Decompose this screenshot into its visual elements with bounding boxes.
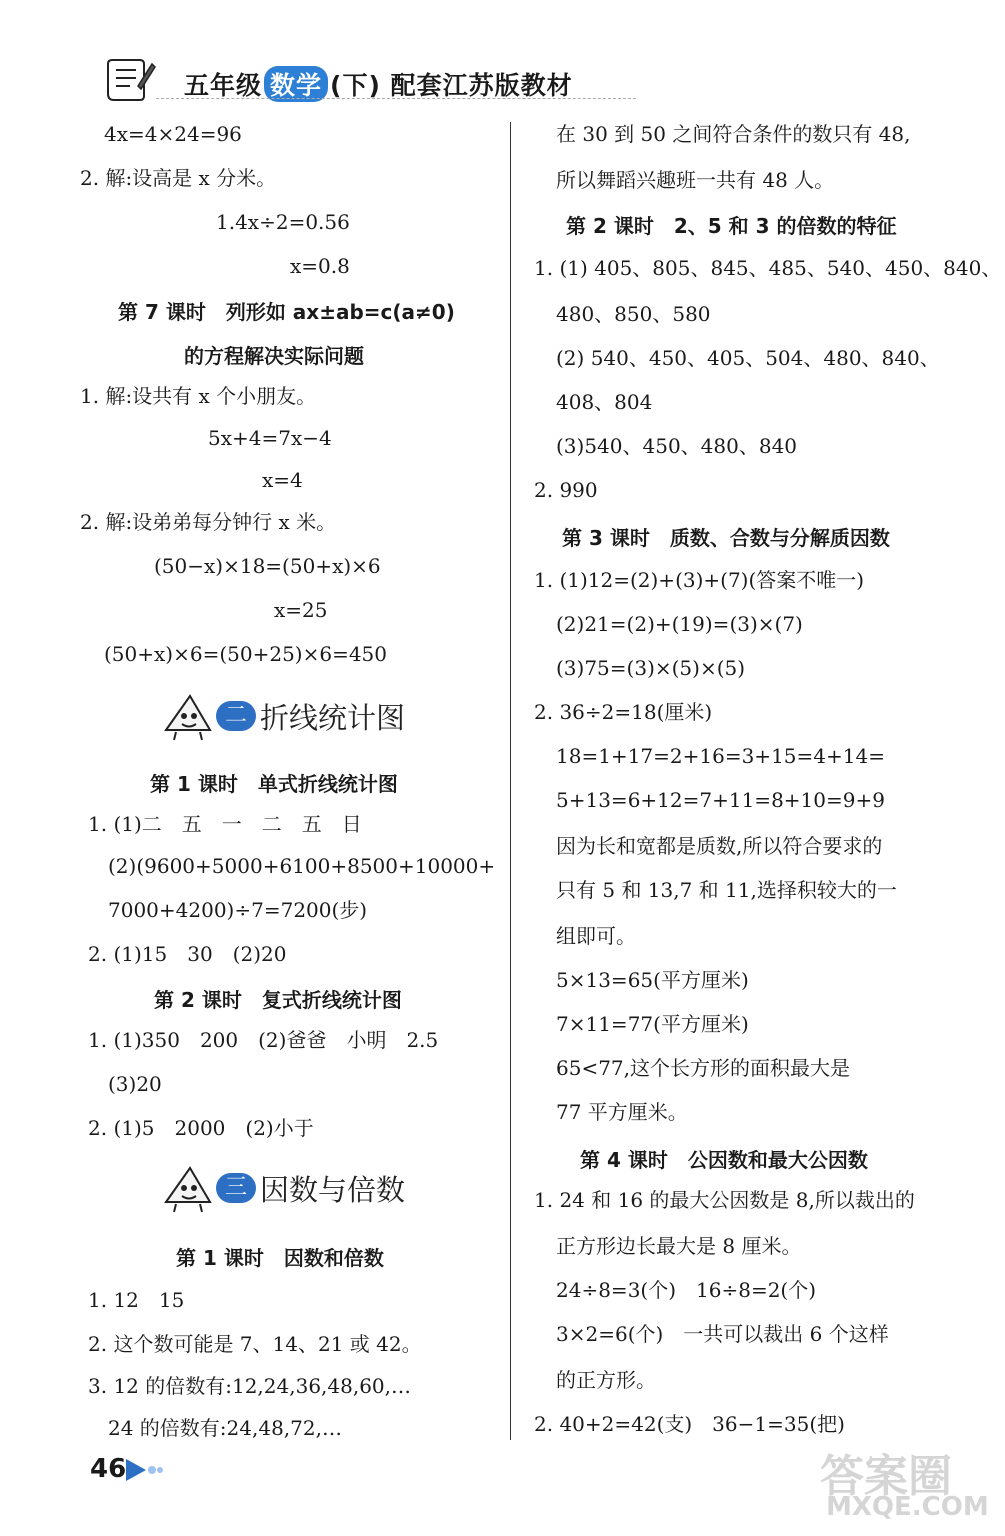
right-line: 2. 40+2=42(支) 36−1=35(把) — [534, 1412, 845, 1436]
left-line: (50−x)×18=(50+x)×6 — [154, 554, 381, 578]
mascot-icon — [160, 1164, 216, 1214]
right-line: 1. (1) 405、805、845、485、540、450、840、 — [534, 256, 1002, 280]
header-edition: 配套江苏版教材 — [390, 71, 573, 100]
right-line: 408、804 — [556, 390, 653, 414]
left-line: 1. 解:设共有 x 个小朋友。 — [80, 384, 317, 408]
right-line: 1. 24 和 16 的最大公因数是 8,所以裁出的 — [534, 1188, 915, 1212]
watermark-logo: 答案圈 — [820, 1451, 952, 1502]
watermark — [820, 1440, 1000, 1530]
right-line: 所以舞蹈兴趣班一共有 48 人。 — [556, 168, 835, 192]
page-number: 46 — [90, 1454, 127, 1484]
lesson-heading: 第 1 课时 单式折线统计图 — [150, 772, 398, 796]
right-line: 2. 990 — [534, 478, 598, 502]
lesson-heading: 第 4 课时 公因数和最大公因数 — [580, 1148, 868, 1172]
header-term: (下) — [330, 71, 381, 100]
header-subject: 数学 — [264, 66, 328, 102]
left-line: 1. (1)350 200 (2)爸爸 小明 2.5 — [88, 1028, 439, 1052]
left-line: 4x=4×24=96 — [104, 122, 242, 146]
left-line: (3)20 — [108, 1072, 162, 1096]
arrow-icon — [124, 1455, 164, 1485]
left-line: 5x+4=7x−4 — [208, 426, 332, 450]
right-line: (2) 540、450、405、504、480、840、 — [556, 346, 940, 370]
right-line: 480、850、580 — [556, 302, 711, 326]
scroll-pen-icon — [100, 56, 156, 104]
right-line: 组即可。 — [556, 924, 636, 948]
left-line: 2. 解:设高是 x 分米。 — [80, 166, 277, 190]
right-line: 65<77,这个长方形的面积最大是 — [556, 1056, 851, 1080]
left-line: 1. (1)二 五 一 二 五 日 — [88, 812, 362, 836]
mascot-icon — [160, 692, 216, 742]
header-rule — [156, 98, 636, 99]
left-line: (2)(9600+5000+6100+8500+10000+ — [108, 854, 496, 878]
lesson-heading: 第 2 课时 复式折线统计图 — [154, 988, 402, 1012]
left-line: 2. (1)5 2000 (2)小于 — [88, 1116, 314, 1140]
left-line: 2. 解:设弟弟每分钟行 x 米。 — [80, 510, 337, 534]
left-line: x=25 — [274, 598, 328, 622]
lesson-heading: 第 2 课时 2、5 和 3 的倍数的特征 — [566, 214, 897, 238]
watermark-url: MXQE.COM — [826, 1492, 989, 1522]
unit-title: 因数与倍数 — [260, 1173, 406, 1207]
left-line: 2. 这个数可能是 7、14、21 或 42。 — [88, 1332, 422, 1356]
right-line: (3)75=(3)×(5)×(5) — [556, 656, 746, 680]
right-line: 5×13=65(平方厘米) — [556, 968, 749, 992]
left-line: 3. 12 的倍数有:12,24,36,48,60,… — [88, 1374, 412, 1398]
right-line: 2. 36÷2=18(厘米) — [534, 700, 713, 724]
lesson-heading: 的方程解决实际问题 — [184, 344, 364, 368]
page-header — [96, 56, 573, 104]
left-line: x=4 — [262, 468, 303, 492]
right-line: 5+13=6+12=7+11=8+10=9+9 — [556, 788, 885, 812]
lesson-heading: 第 1 课时 因数和倍数 — [176, 1246, 384, 1270]
right-line: 7×11=77(平方厘米) — [556, 1012, 749, 1036]
column-divider — [510, 122, 511, 1440]
header-title — [184, 66, 573, 102]
left-line: 7000+4200)÷7=7200(步) — [108, 898, 368, 922]
right-line: 因为长和宽都是质数,所以符合要求的 — [556, 834, 883, 858]
unit-number: 三 — [216, 1173, 256, 1203]
right-line: 77 平方厘米。 — [556, 1100, 688, 1124]
right-line: 24÷8=3(个) 16÷8=2(个) — [556, 1278, 817, 1302]
lesson-heading: 第 7 课时 列形如 ax±ab=c(a≠0) — [118, 300, 455, 324]
right-line: 在 30 到 50 之间符合条件的数只有 48, — [556, 122, 911, 146]
right-line: (2)21=(2)+(19)=(3)×(7) — [556, 612, 803, 636]
left-line: 1. 12 15 — [88, 1288, 185, 1312]
left-line: x=0.8 — [290, 254, 350, 278]
right-line: 3×2=6(个) 一共可以裁出 6 个这样 — [556, 1322, 889, 1346]
right-line: 只有 5 和 13,7 和 11,选择积较大的一 — [556, 878, 897, 902]
right-line: 18=1+17=2+16=3+15=4+14= — [556, 744, 885, 768]
unit-title: 折线统计图 — [260, 701, 406, 735]
left-line: (50+x)×6=(50+25)×6=450 — [104, 642, 388, 666]
right-line: 正方形边长最大是 8 厘米。 — [556, 1234, 802, 1258]
right-line: (3)540、450、480、840 — [556, 434, 798, 458]
left-line: 1.4x÷2=0.56 — [216, 210, 350, 234]
unit-number: 二 — [216, 701, 256, 731]
left-line: 2. (1)15 30 (2)20 — [88, 942, 287, 966]
left-line: 24 的倍数有:24,48,72,… — [108, 1416, 342, 1440]
right-line: 的正方形。 — [556, 1368, 656, 1392]
right-line: 1. (1)12=(2)+(3)+(7)(答案不唯一) — [534, 568, 865, 592]
header-grade: 五年级 — [184, 71, 263, 100]
lesson-heading: 第 3 课时 质数、合数与分解质因数 — [562, 526, 890, 550]
